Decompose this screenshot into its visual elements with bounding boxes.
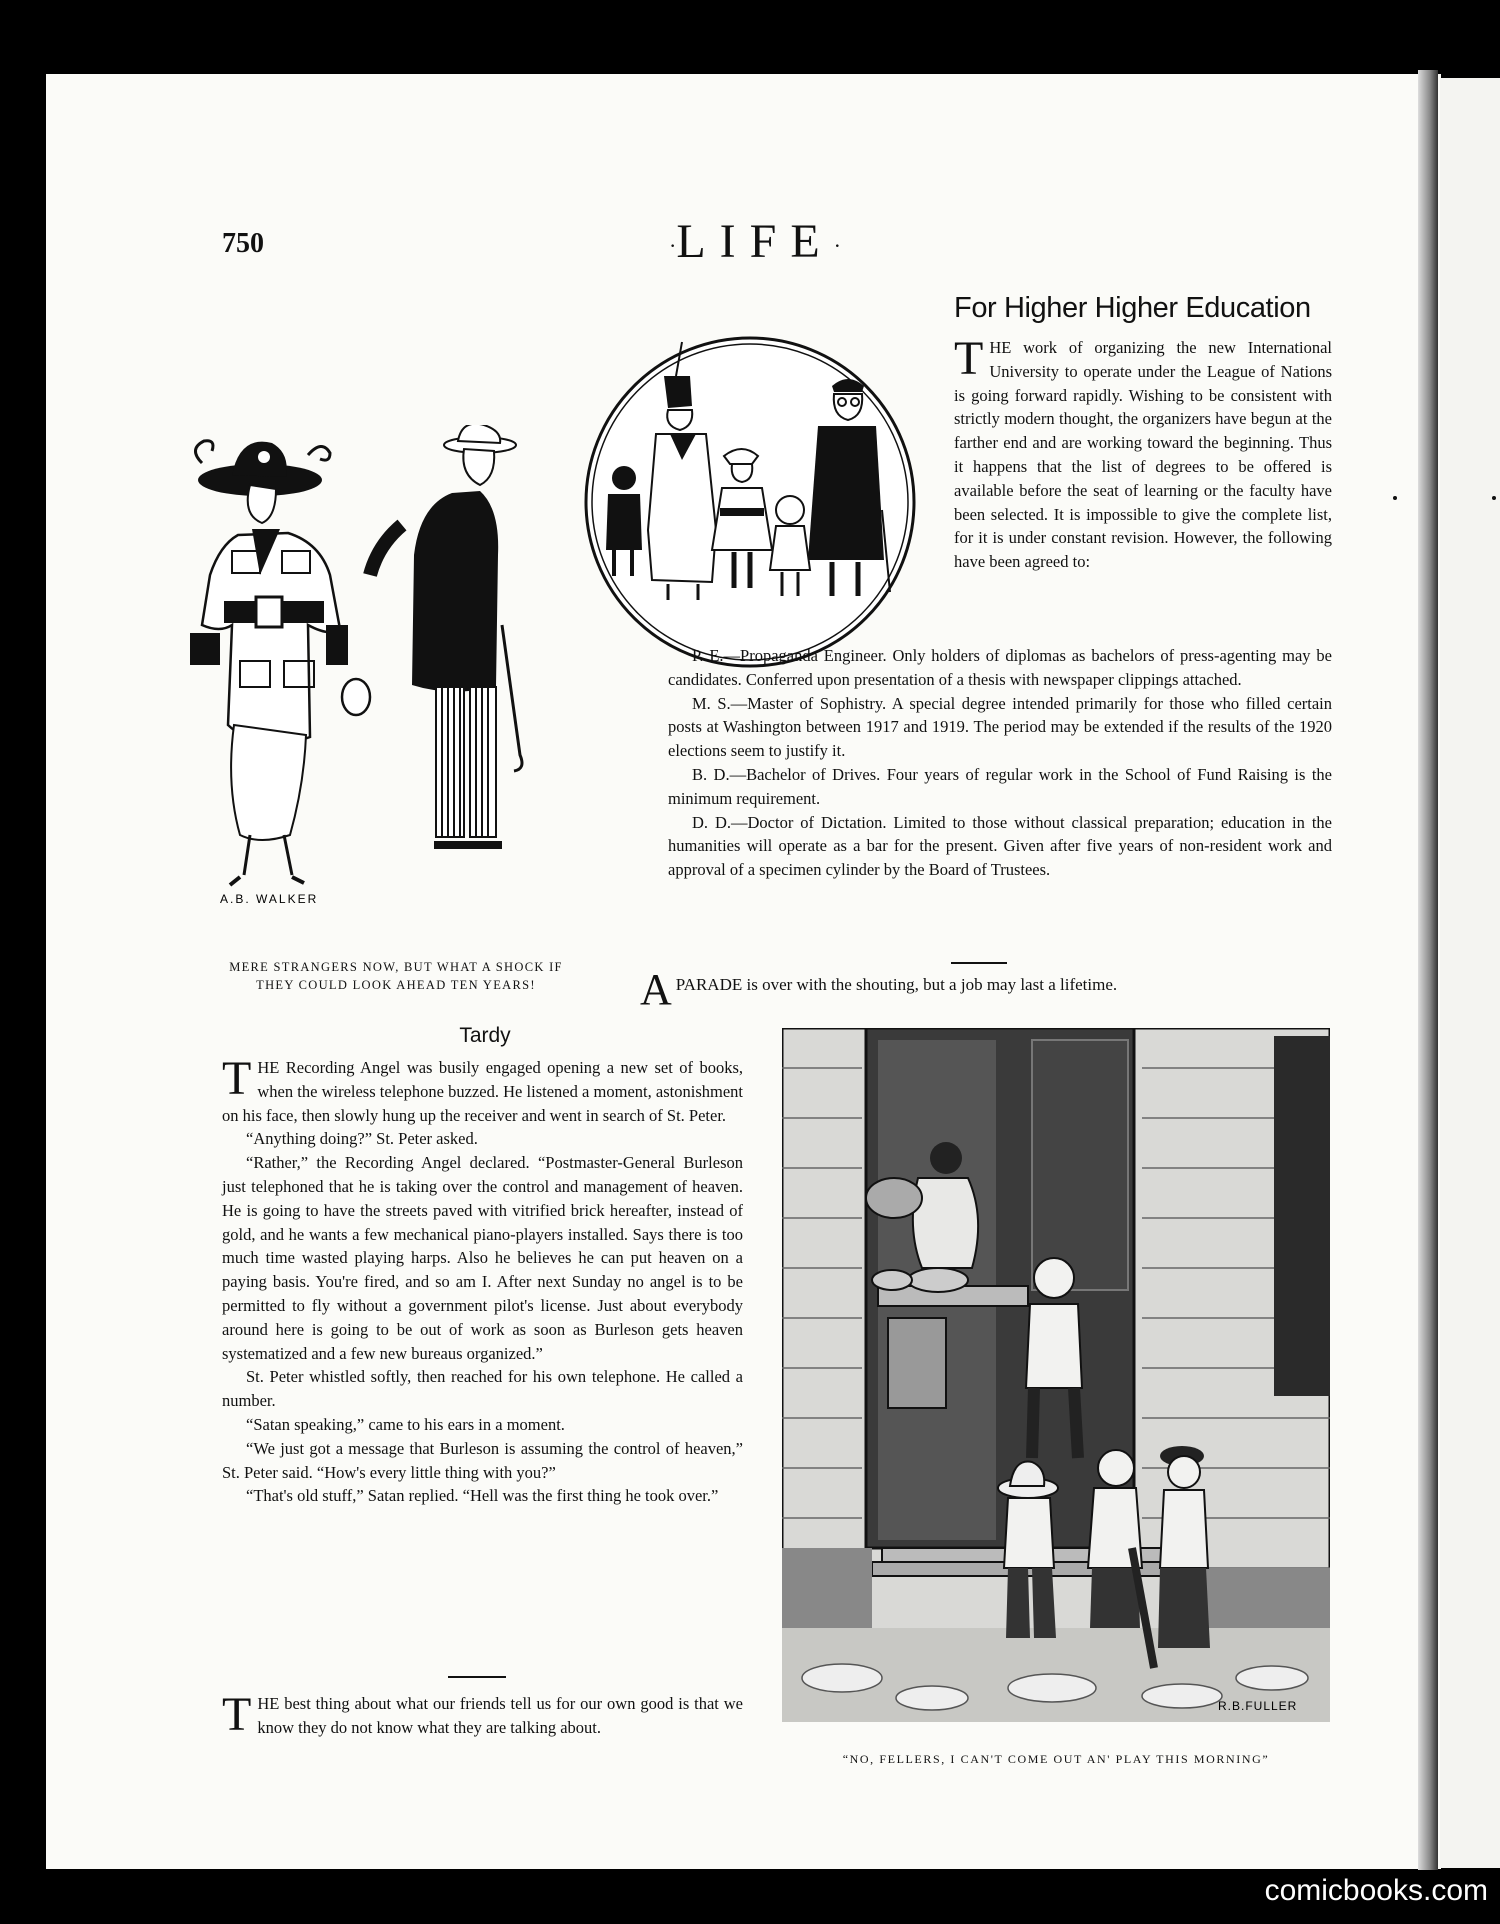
speck — [1393, 496, 1397, 500]
degree-dd: D. D.—Doctor of Dictation. Limited to those without classical preparation; education in the humanities will operate as a bar for the present. Given after five years of non-resident work and approval of a specimen cylinder by the Board of Trustees. — [668, 812, 1332, 880]
article1-title: For Higher Higher Education — [954, 292, 1311, 324]
article1-intro — [954, 332, 1332, 574]
degree-ms: M. S.—Master of Sophistry. A special degree intended primarily for those who filled certain posts at Washington between 1917 and 1919. The period may be extended if the results of the 1920 elections seem to justify it. — [668, 693, 1332, 761]
article2-title: Tardy — [459, 1024, 511, 1047]
article2-paragraph-1: HE Recording Angel was busily engaged opening a new set of books, when the wireless telephone buzzed. He listened a moment, astonishment on his face, then slowly hung up the receiver and went in search of St. Peter. — [222, 1058, 743, 1125]
article2-paragraph-2: “Anything doing?” St. Peter asked. — [246, 1129, 478, 1149]
cartoon-fashion-couple — [180, 425, 600, 945]
article2-paragraph-5: “Satan speaking,” came to his ears in a moment. — [246, 1414, 565, 1434]
watermark: comicbooks.com — [1264, 1874, 1488, 1907]
article1-paragraph: HE work of organizing the new International University to operate under the League of Nations is going forward rapidly. Wishing to be consistent with strictly modern thought, the organizers have begun at the farther end and are working toward the beginning. Thus it happens that the list of degrees to be offered is available before the seat of learning or the faculty have been selected. It is impossible to give the complete list, for it is under constant revision. However, the following have been agreed to: — [954, 338, 1332, 572]
degree-bd: B. D.—Bachelor of Drives. Four years of regular work in the School of Fund Raising is the minimum requirement. — [668, 764, 1332, 808]
page-number: 750 — [222, 228, 264, 259]
closing-paragraph — [222, 1688, 743, 1741]
parade-dropcap: A — [640, 965, 672, 1014]
closing-text: HE best thing about what our friends tell us for our own good is that we know they do not know what they are talking about. — [257, 1694, 743, 1737]
cartoon2-caption: “NO, FELLERS, I CAN'T COME OUT AN' PLAY THIS MORNING” — [842, 1752, 1270, 1766]
article1-degrees — [668, 644, 1332, 882]
cartoon1-signature: A.B. WALKER — [220, 892, 319, 906]
next-page-edge — [1440, 78, 1500, 1868]
circle-family-illustration — [572, 330, 932, 675]
cartoon2-signature: R.B.FULLER — [1218, 1699, 1298, 1713]
article2-body — [222, 1052, 743, 1508]
cartoon1-caption-line2: THEY COULD LOOK AHEAD TEN YEARS! — [256, 978, 536, 992]
cartoon-boys-at-door — [782, 1028, 1330, 1722]
article1-dropcap: T — [954, 332, 984, 385]
section-divider — [448, 1676, 506, 1678]
article2-paragraph-6: “We just got a message that Burleson is assuming the control of heaven,” St. Peter said. “How's every little thing with you?” — [222, 1438, 743, 1482]
book-spine — [1418, 70, 1438, 1870]
cartoon1-caption — [196, 958, 596, 994]
article2-paragraph-3: “Rather,” the Recording Angel declared. “Postmaster-General Burleson just telephoned that he is taking over the control and management of heaven. He is going to have the streets paved with vitrified brick hereafter, instead of gold, and he wants a few mechanical piano-players installed. Says there is too much time wasted playing harps. Also he believes he can put heaven on a paying basis. You're fired, and so am I. After next Sunday no angel is to be permitted to fly without a government pilot's license. Just about everybody around here is going to be out of work as soon as Burleson gets heaven systematized and a few new bureaus organized.” — [222, 1153, 743, 1363]
cartoon1-caption-line1: MERE STRANGERS NOW, BUT WHAT A SHOCK IF — [229, 960, 563, 974]
parade-text: PARADE is over with the shouting, but a job may last a lifetime. — [675, 975, 1118, 994]
masthead-title: LIFE — [676, 215, 834, 268]
masthead: ·LIFE· — [669, 215, 841, 268]
article2-paragraph-7: “That's old stuff,” Satan replied. “Hell was the first thing he took over.” — [246, 1486, 719, 1506]
article2-paragraph-4: St. Peter whistled softly, then reached for his own telephone. He called a number. — [222, 1367, 743, 1411]
degree-pe: P. E.—Propaganda Engineer. Only holders of diplomas as bachelors of press-agenting may be candidates. Conferred upon presentation of a thesis with newspaper clippings attached. — [668, 646, 1332, 689]
parade-line — [640, 964, 1340, 1015]
closing-dropcap: T — [222, 1688, 252, 1741]
article2-dropcap: T — [222, 1052, 252, 1105]
speck — [1492, 496, 1496, 500]
